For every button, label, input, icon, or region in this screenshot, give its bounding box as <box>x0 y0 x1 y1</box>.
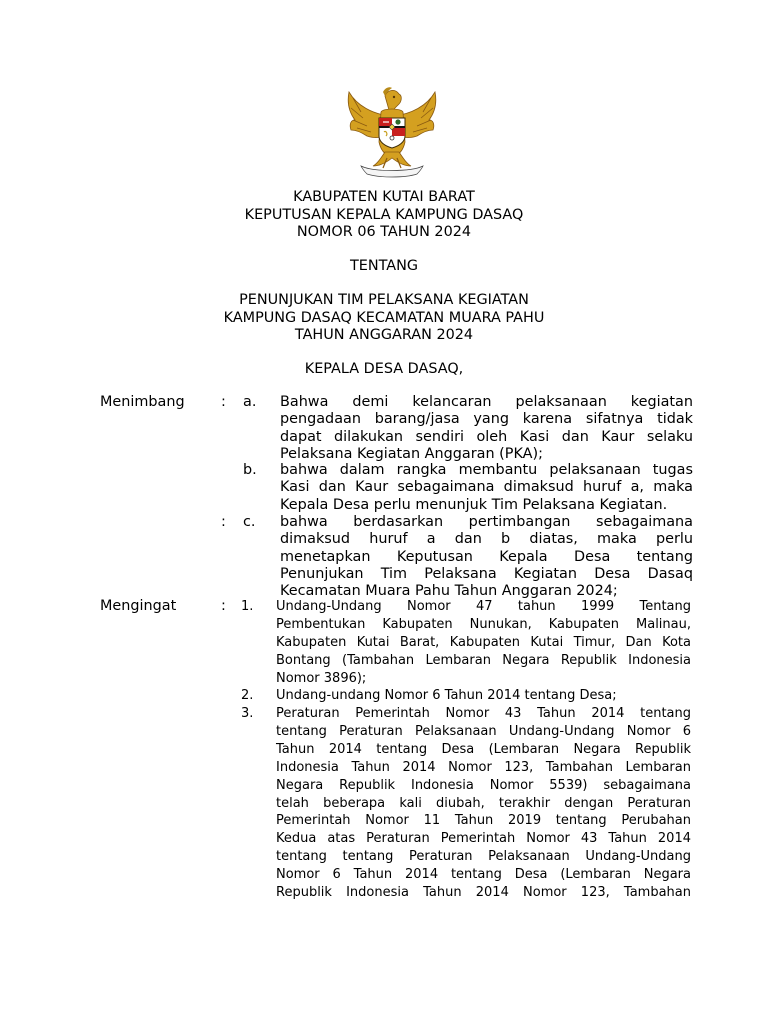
item-number-1: 1. <box>241 599 254 614</box>
text-line: Kabupaten Kutai Barat, Kabupaten Kutai Timur, Dan Kota <box>276 634 691 650</box>
text-line: telah beberapa kali diubah, terakhir dengan Peraturan <box>276 795 691 811</box>
text-line: tentang Peraturan Pelaksanaan Undang-Undang Nomor 6 <box>276 723 691 739</box>
menimbang-item-c <box>280 514 693 600</box>
text-line: tentang tentang Peraturan Pelaksanaan Undang-Undang <box>276 849 691 865</box>
text-line: dapat dilakukan sendiri oleh Kasi dan Kaur selaku <box>280 428 693 445</box>
subject-line-2: KAMPUNG DASAQ KECAMATAN MUARA PAHU <box>223 309 545 326</box>
menimbang-colon-c: : <box>221 514 226 530</box>
decree-number: NOMOR 06 TAHUN 2024 <box>296 224 472 240</box>
item-letter-b: b. <box>243 462 257 478</box>
text-line: Bontang (Tambahan Lembaran Negara Republik Indonesia <box>276 652 691 668</box>
text-line: Bahwa demi kelancaran pelaksanaan kegiatan <box>280 394 693 410</box>
regency-name: KABUPATEN KUTAI BARAT <box>293 189 475 205</box>
document-header <box>0 189 768 242</box>
text-line: Kasi dan Kaur sebagaimana dimaksud huruf a, maka <box>280 479 693 496</box>
text-line: Kepala Desa perlu menunjuk Tim Pelaksana Kegiatan. <box>280 496 668 513</box>
garuda-emblem <box>343 86 441 178</box>
text-line: Nomor 6 Tahun 2014 tentang Desa (Lembaran Negara <box>276 867 691 883</box>
mengingat-label: Mengingat <box>100 598 177 614</box>
text-line: Pelaksana Kegiatan Anggaran (PKA); <box>280 445 543 462</box>
subject-line-3: TAHUN ANGGARAN 2024 <box>294 327 474 343</box>
text-line: Nomor 3896); <box>276 670 367 686</box>
item-letter-a: a. <box>243 394 257 410</box>
garuda-emblem-icon <box>343 86 441 178</box>
mengingat-item-1 <box>276 598 691 688</box>
text-line: bahwa berdasarkan pertimbangan sebagaimana <box>280 514 693 530</box>
text-line: Kecamatan Muara Pahu Tahun Anggaran 2024; <box>280 583 618 600</box>
mengingat-colon: : <box>221 598 226 614</box>
decree-subject <box>0 292 768 345</box>
tentang-heading: TENTANG <box>349 258 419 274</box>
mengingat-item-3 <box>276 705 691 902</box>
text-line: Tahun 2014 tentang Desa (Lembaran Negara Republik <box>276 741 691 757</box>
text-line: Negara Republik Indonesia Nomor 5539) sebagaimana <box>276 777 691 793</box>
text-line: Kedua atas Peraturan Pemerintah Nomor 43 Tahun 2014 <box>276 831 691 847</box>
text-line: Pembentukan Kabupaten Nunukan, Kabupaten Malinau, <box>276 616 691 632</box>
text-line: Pemerintah Nomor 11 Tahun 2019 tentang Perubahan <box>276 813 691 829</box>
item-letter-c: c. <box>243 514 256 530</box>
text-line: Indonesia Tahun 2014 Nomor 123, Tambahan Lembaran <box>276 759 691 775</box>
subject-line-1: PENUNJUKAN TIM PELAKSANA KEGIATAN <box>239 292 529 308</box>
text-line: dimaksud huruf a dan b diatas, maka perlu <box>280 531 693 548</box>
menimbang-item-a <box>280 394 693 463</box>
menimbang-colon: : <box>221 394 226 410</box>
mengingat-item-2 <box>276 687 691 705</box>
text-line: Undang-Undang Nomor 47 tahun 1999 Tentang <box>276 599 691 614</box>
text-line: Republik Indonesia Tahun 2014 Nomor 123, Tambahan <box>276 885 691 901</box>
item-number-2: 2. <box>241 688 254 703</box>
decree-title: KEPUTUSAN KEPALA KAMPUNG DASAQ <box>244 206 524 223</box>
issuer-heading: KEPALA DESA DASAQ, <box>304 361 464 377</box>
menimbang-label: Menimbang <box>100 394 185 410</box>
text-line: bahwa dalam rangka membantu pelaksanaan tugas <box>280 462 693 478</box>
item-number-3: 3. <box>241 706 254 721</box>
text-line: Undang-undang Nomor 6 Tahun 2014 tentang Desa; <box>276 688 617 703</box>
text-line: Penunjukan Tim Pelaksana Kegiatan Desa Dasaq <box>280 565 693 582</box>
text-line: menetapkan Keputusan Kepala Desa tentang <box>280 548 693 565</box>
menimbang-item-b <box>280 462 693 514</box>
text-line: pengadaan barang/jasa yang karena sifatnya tidak <box>280 411 693 428</box>
text-line: Peraturan Pemerintah Nomor 43 Tahun 2014 tentang <box>276 706 691 721</box>
